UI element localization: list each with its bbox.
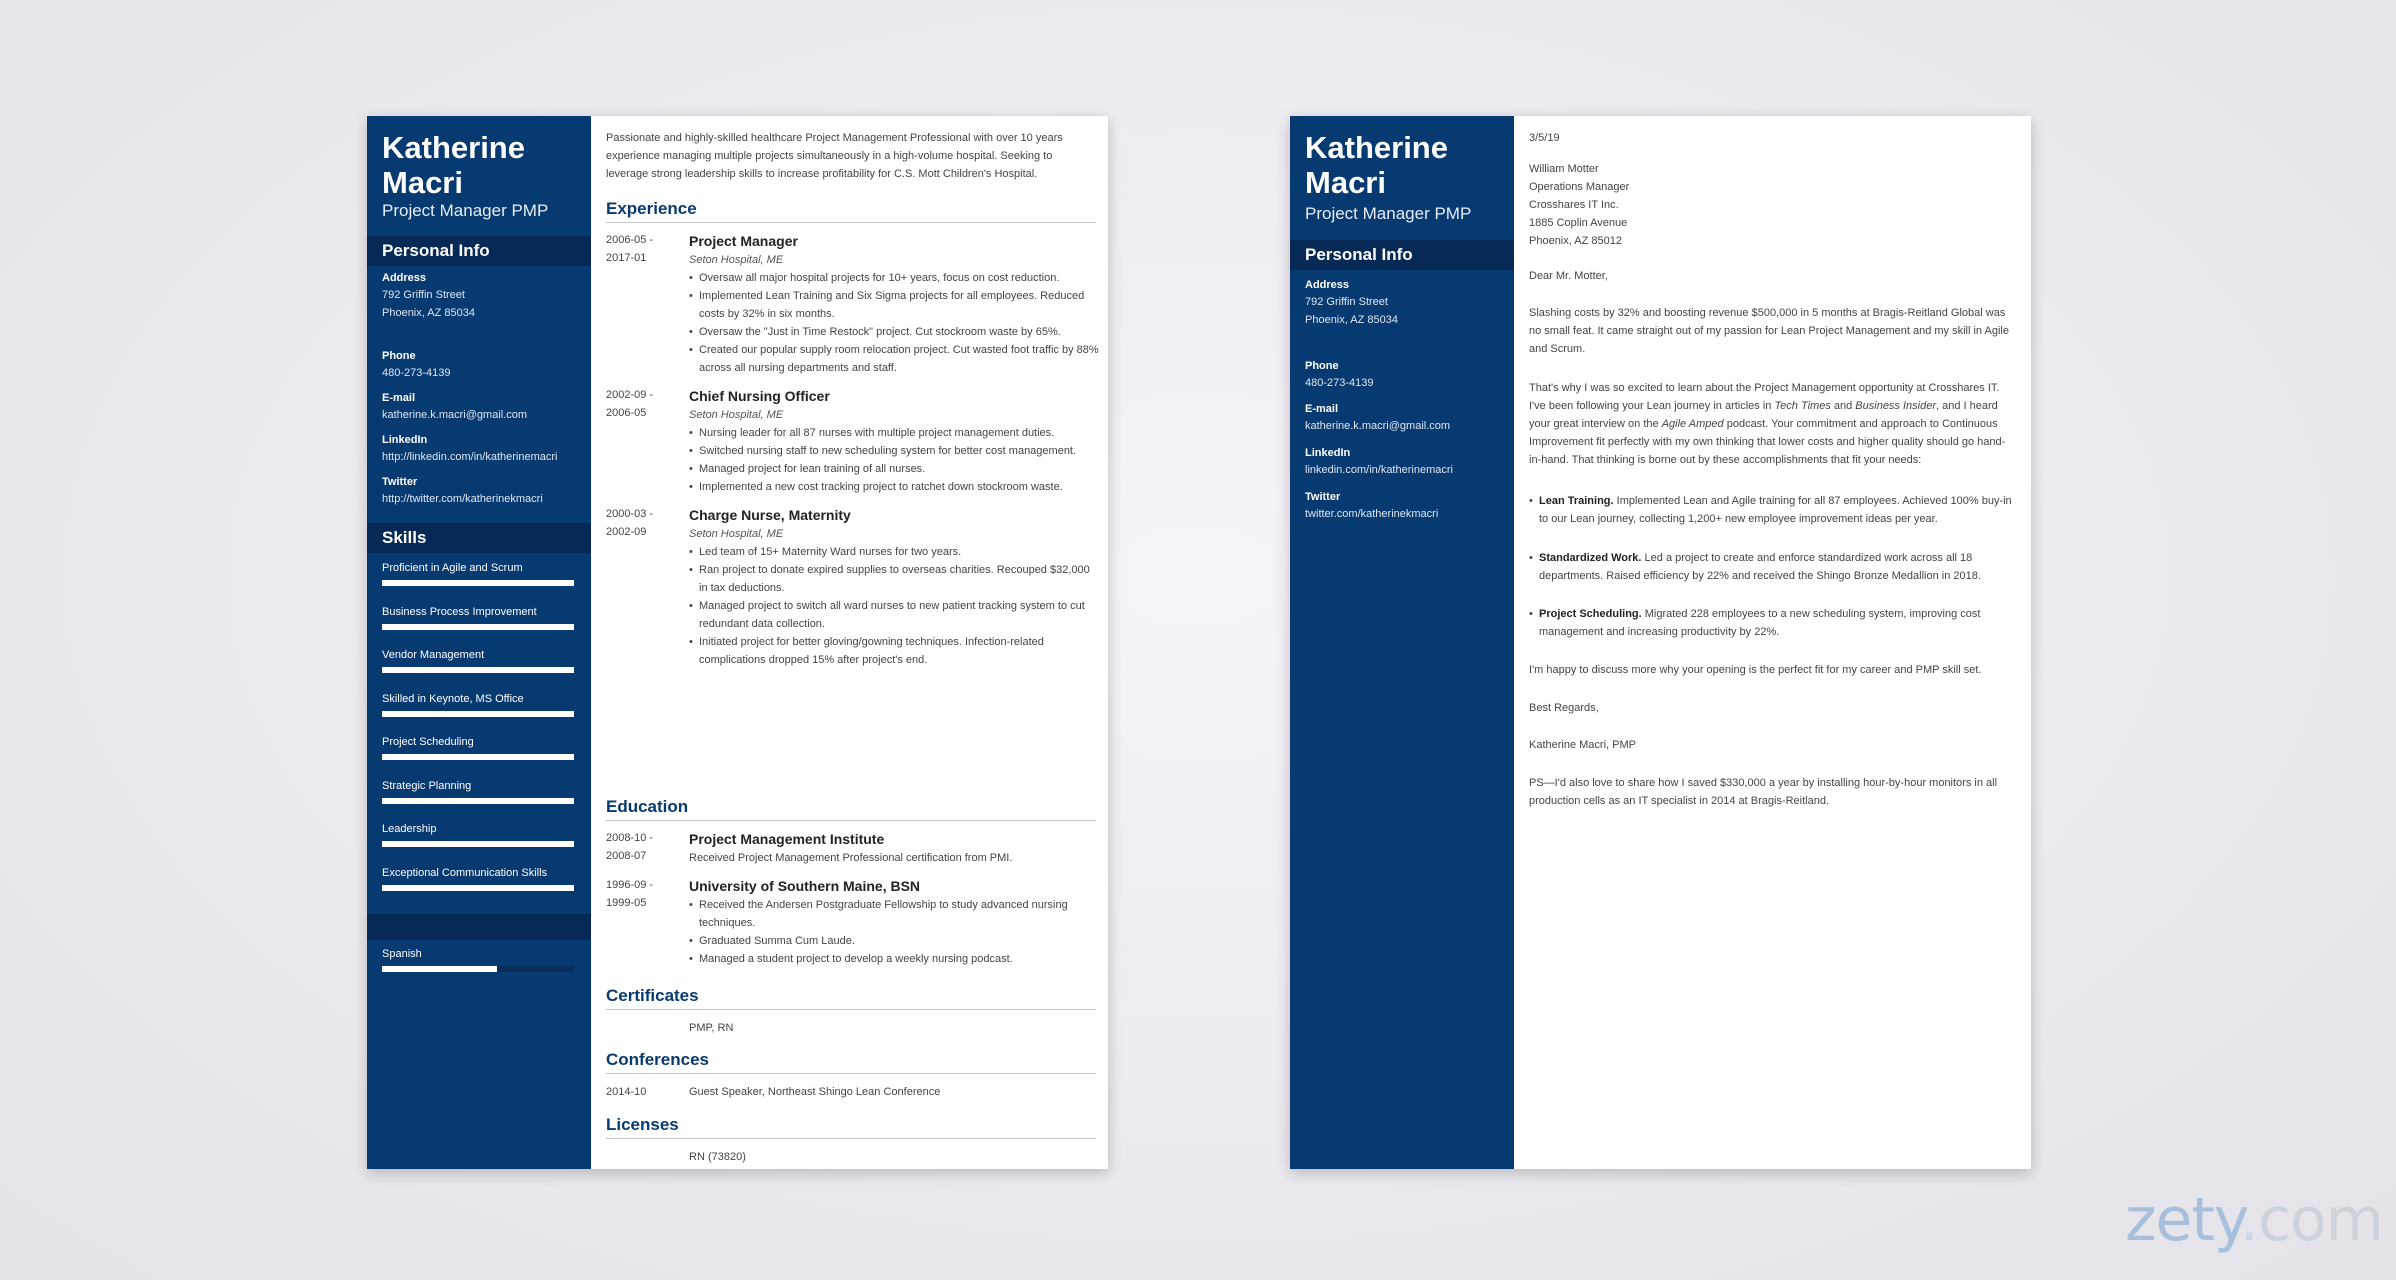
bullet: • Oversaw the "Just in Time Restock" project. Cut stockroom waste by 65%. [689, 323, 1099, 341]
bullet: • Managed project to switch all ward nurses to new patient tracking system to cut redundant data collection. [689, 597, 1099, 633]
skill-bar [382, 711, 574, 717]
bullet: • Graduated Summa Cum Laude. [689, 932, 1099, 950]
entry-title: University of Southern Maine, BSN [689, 878, 921, 894]
skills-heading: Skills [367, 523, 591, 553]
skill-bar [382, 667, 574, 673]
personal-info-heading: Personal Info [367, 236, 591, 266]
entry-date: 2008-10 - 2008-07 [606, 832, 654, 862]
skill-bar-fill [382, 885, 574, 891]
letter-paragraph: Slashing costs by 32% and boosting revenue $500,000 in 5 months at Bragis-Reitland Global was no small feat. It came straight out of my passion for Lean Project Management and my skill in Agile and Scrum. [1529, 307, 2009, 355]
entry-bullets [689, 896, 1099, 968]
education-title: Education [606, 797, 689, 816]
skill-item [382, 734, 574, 760]
skill-item [382, 865, 574, 891]
skill-label: Strategic Planning [382, 779, 472, 792]
skill-item [382, 604, 574, 630]
skill-label: Leadership [382, 823, 437, 835]
skill-label: Proficient in Agile and Scrum [382, 562, 523, 574]
bullet: • Implemented a new cost tracking project to ratchet down stockroom waste. [689, 478, 1099, 496]
cover-letter-page [1290, 116, 2031, 1169]
letter-date: 3/5/19 [1529, 132, 1560, 144]
recipient-block: William Motter Operations Manager Crosshares IT Inc. 1885 Coplin Avenue Phoenix, AZ 85012 [1529, 163, 1630, 247]
letter-email-block: E-mail katherine.k.macri@gmail.com [1305, 403, 1451, 432]
linkedin-label: LinkedIn [382, 434, 428, 446]
certificates-heading [606, 985, 1096, 1010]
resume-page [367, 116, 1108, 1169]
letter-twitter-block: Twitter twitter.com/katherinekmacri [1305, 491, 1439, 520]
entry-date: 2000-03 - 2002-09 [606, 508, 654, 538]
bullet: • Implemented Lean Training and Six Sigma projects for all employees. Reduced costs by 32% in six months. [689, 287, 1099, 323]
entry-bullets [689, 424, 1099, 496]
phone-block [382, 349, 582, 382]
letter-bullet: • Project Scheduling. Migrated 228 employees to a new scheduling system, improving cost management and increasing productivity by 22%. [1529, 605, 2017, 641]
phone-label: Phone [382, 350, 416, 362]
skill-bar-fill [382, 624, 574, 630]
linkedin-value: http://linkedin.com/in/katherinemacri [382, 451, 558, 463]
phone-value: 480-273-4139 [382, 367, 451, 379]
letter-name: Katherine Macri [1305, 130, 1448, 200]
skill-bar [382, 754, 574, 760]
letter-paragraph: I'm happy to discuss more why your opening is the perfect fit for my career and PMP skill set. [1529, 664, 1982, 676]
letter-bullet: • Standardized Work. Led a project to create and enforce standardized work across all 18 departments. Raised efficiency by 22% and received the Shingo Bronze Medallion in 2018. [1529, 549, 2017, 585]
entry-org: Seton Hospital, ME [689, 254, 784, 266]
skill-item [382, 821, 574, 847]
skill-bar [382, 580, 574, 586]
letter-linkedin-block: LinkedIn linkedin.com/in/katherinemacri [1305, 447, 1453, 476]
entry-title: Project Management Institute [689, 831, 885, 847]
letter-paragraph: That's why I was so excited to learn about the Project Management opportunity at Crosshares IT. I've been following your Lean journey in articles in Tech Times and Business Insider, and I heard your great interview on the Agile Amped podcast. Your commitment and approach to Continuous Improvement fit perfectly with my own thinking that lower costs and higher quality should go hand-in-hand. That thinking is borne out by these accomplishments that fit your needs: [1529, 382, 2006, 466]
entry-bullets [689, 543, 1099, 669]
bullet: • Created our popular supply room relocation project. Cut wasted foot traffic by 88% across all nursing departments and staff. [689, 341, 1099, 377]
language-bar [382, 966, 574, 972]
letter-address-block: Address 792 Griffin Street Phoenix, AZ 85034 [1305, 279, 1398, 326]
linkedin-block [382, 433, 582, 466]
resume-main [591, 116, 1108, 1169]
bullet: • Managed project for lean training of all nurses. [689, 460, 1099, 478]
bullet: • Led team of 15+ Maternity Ward nurses for two years. [689, 543, 1099, 561]
letter-sidebar [1290, 116, 1514, 1169]
letter-phone-block: Phone 480-273-4139 [1305, 360, 1374, 389]
bullet: • Oversaw all major hospital projects for 10+ years, focus on cost reduction. [689, 269, 1099, 287]
entry-date: 2006-05 - 2017-01 [606, 234, 654, 264]
skill-item [382, 691, 574, 717]
entry-title: Chief Nursing Officer [689, 388, 830, 404]
skill-bar-fill [382, 798, 574, 804]
certificates-value: PMP, RN [689, 1022, 734, 1034]
skill-bar-fill [382, 711, 574, 717]
twitter-label: Twitter [382, 476, 418, 488]
language-bar-fill [382, 966, 497, 972]
zety-logo: zety.com [2125, 1185, 2384, 1255]
language-item [382, 946, 574, 972]
bullet: • Received the Andersen Postgraduate Fellowship to study advanced nursing techniques. [689, 896, 1099, 932]
entry-title: Project Manager [689, 233, 798, 249]
address-line1: 792 Griffin Street [382, 289, 465, 301]
resume-role: Project Manager PMP [382, 201, 549, 220]
skill-bar [382, 841, 574, 847]
conferences-heading [606, 1049, 1096, 1074]
postscript: PS—I'd also love to share how I saved $330,000 a year by installing hour-by-hour monitors in all production cells as an IT specialist in 2014 at Bragis-Reitland. [1529, 777, 1998, 807]
skill-item [382, 560, 574, 586]
conference-value: Guest Speaker, Northeast Shingo Lean Conference [689, 1086, 941, 1098]
resume-name: Katherine Macri [382, 130, 525, 200]
salutation: Dear Mr. Motter, [1529, 270, 1608, 282]
conferences-title: Conferences [606, 1050, 709, 1069]
entry-date: 1996-09 - 1999-05 [606, 879, 654, 909]
skill-bar-fill [382, 841, 574, 847]
email-value: katherine.k.macri@gmail.com [382, 409, 528, 421]
licenses-heading [606, 1114, 1096, 1139]
skill-item [382, 778, 574, 804]
letter-role: Project Manager PMP [1305, 204, 1472, 223]
address-line2: Phoenix, AZ 85034 [382, 307, 475, 319]
skill-item [382, 647, 574, 673]
licenses-value: RN (73820) [689, 1151, 746, 1163]
entry-date: 2002-09 - 2006-05 [606, 389, 654, 419]
experience-heading [606, 198, 1096, 223]
skill-label: Business Process Improvement [382, 605, 537, 618]
skill-label: Exceptional Communication Skills [382, 866, 548, 879]
skill-bar [382, 624, 574, 630]
bullet: • Ran project to donate expired supplies to overseas charities. Recouped $32,000 in tax deductions. [689, 561, 1099, 597]
entry-title: Charge Nurse, Maternity [689, 507, 851, 523]
email-block [382, 391, 582, 424]
skill-bar-fill [382, 754, 574, 760]
bullet: • Switched nursing staff to new scheduling system for better cost management. [689, 442, 1099, 460]
email-label: E-mail [382, 392, 416, 404]
summary-text: Passionate and highly-skilled healthcare Project Management Professional with over 10 years experience managing multiple projects simultaneously in a high-volume hospital. Seeking to leverage strong leadership skills to increase profitability for C.S. Mott Children's Hospital. [606, 132, 1063, 180]
letter-personal-info-heading: Personal Info [1290, 240, 1514, 270]
language-label: Spanish [382, 948, 422, 960]
skill-label: Skilled in Keynote, MS Office [382, 692, 524, 705]
address-label: Address [382, 272, 427, 284]
entry-org: Seton Hospital, ME [689, 409, 784, 421]
skill-label: Project Scheduling [382, 736, 474, 748]
skill-bar [382, 885, 574, 891]
languages-band [367, 914, 591, 940]
entry-text: Received Project Management Professional certification from PMI. [689, 852, 1013, 864]
licenses-title: Licenses [606, 1115, 679, 1134]
experience-title: Experience [606, 199, 697, 218]
twitter-block [382, 475, 582, 508]
education-heading [606, 796, 1096, 821]
twitter-value: http://twitter.com/katherinekmacri [382, 493, 543, 505]
closing: Best Regards, [1529, 702, 1599, 714]
bullet: • Nursing leader for all 87 nurses with multiple project management duties. [689, 424, 1099, 442]
signature: Katherine Macri, PMP [1529, 739, 1636, 751]
entry-date: 2014-10 [606, 1086, 647, 1098]
skill-bar-fill [382, 580, 574, 586]
entry-bullets [689, 269, 1099, 377]
address-block [382, 271, 582, 322]
letter-bullet: • Lean Training. Implemented Lean and Agile training for all 87 employees. Achieved 100% buy-in to our Lean journey, collecting 1,200+ new employee improvement ideas per year. [1529, 492, 2017, 528]
certificates-title: Certificates [606, 986, 699, 1005]
resume-sidebar [367, 116, 591, 1169]
bullet: • Managed a student project to develop a weekly nursing podcast. [689, 950, 1099, 968]
skill-bar-fill [382, 667, 574, 673]
skill-label: Vendor Management [382, 649, 485, 661]
bullet: • Initiated project for better gloving/gowning techniques. Infection-related complications dropped 15% after project's end. [689, 633, 1099, 669]
entry-org: Seton Hospital, ME [689, 528, 784, 540]
skill-bar [382, 798, 574, 804]
